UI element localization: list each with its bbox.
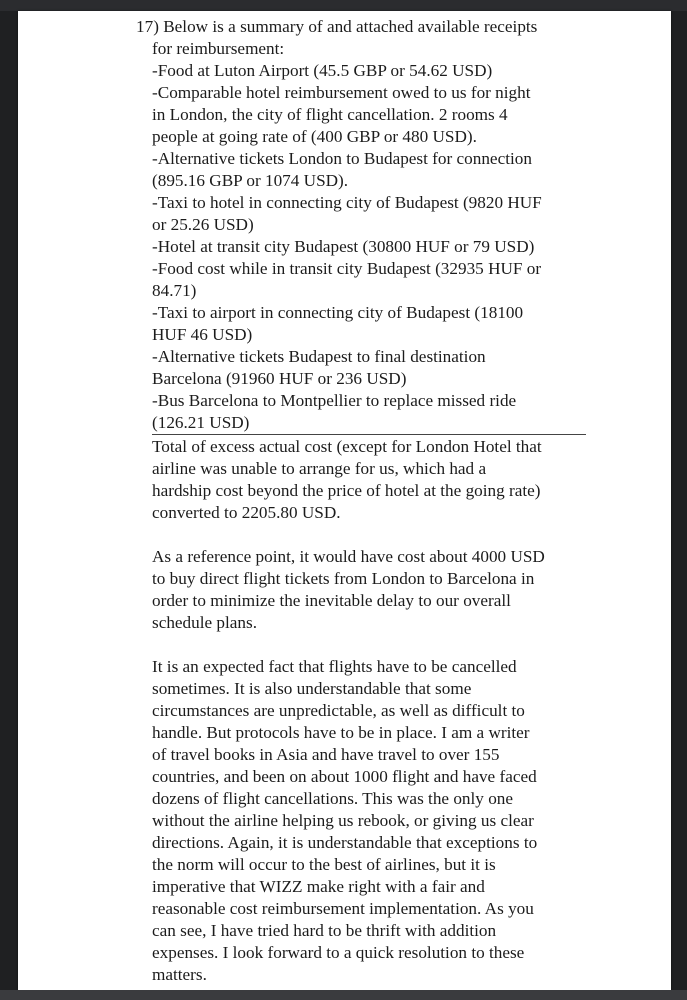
total-line: Total of excess actual cost (except for London Hotel that <box>152 437 542 456</box>
closing-line: the norm will occur to the best of airlines, but it is <box>152 855 496 874</box>
total-line: airline was unable to arrange for us, which had a <box>152 459 487 478</box>
closing-line: without the airline helping us rebook, or giving us clear <box>152 811 534 830</box>
summary-line: -Food at Luton Airport (45.5 GBP or 54.62 USD) <box>152 61 493 80</box>
summary-line: -Taxi to hotel in connecting city of Budapest (9820 HUF <box>152 193 542 212</box>
summary-line: or 25.26 USD) <box>152 215 254 234</box>
summary-line: for reimbursement: <box>152 39 285 58</box>
closing-line: matters. <box>152 965 207 984</box>
closing-line: dozens of flight cancellations. This was the only one <box>152 789 514 808</box>
closing-line: reasonable cost reimbursement implementation. As you <box>152 899 534 918</box>
reference-line: As a reference point, it would have cost about 4000 USD <box>152 547 545 566</box>
summary-line: (126.21 USD) <box>152 413 250 432</box>
closing-line: expenses. I look forward to a quick resolution to these <box>152 943 525 962</box>
reference-line: to buy direct flight tickets from London to Barcelona in <box>152 569 535 588</box>
viewer-top-bar <box>0 0 687 11</box>
summary-line: -Taxi to airport in connecting city of Budapest (18100 <box>152 303 524 322</box>
summary-line: (895.16 GBP or 1074 USD). <box>152 171 349 190</box>
summary-line: -Comparable hotel reimbursement owed to us for night <box>152 83 531 102</box>
summary-line: -Hotel at transit city Budapest (30800 HUF or 79 USD) <box>152 237 535 256</box>
closing-line: sometimes. It is also understandable that some <box>152 679 472 698</box>
summary-line: -Bus Barcelona to Montpellier to replace missed ride <box>152 391 517 410</box>
summary-line: -Alternative tickets London to Budapest for connection <box>152 149 532 168</box>
total-paragraph <box>152 436 592 524</box>
summary-line: -Alternative tickets Budapest to final destination <box>152 347 486 366</box>
summary-line: HUF 46 USD) <box>152 325 253 344</box>
reference-paragraph <box>152 546 592 634</box>
reference-line: order to minimize the inevitable delay to our overall <box>152 591 511 610</box>
total-line: hardship cost beyond the price of hotel at the going rate) <box>152 481 541 500</box>
summary-line: in London, the city of flight cancellation. 2 rooms 4 <box>152 105 508 124</box>
viewer-bottom-bar <box>0 990 687 1000</box>
closing-line: imperative that WIZZ make right with a fair and <box>152 877 485 896</box>
closing-line: It is an expected fact that flights have to be cancelled <box>152 657 517 676</box>
summary-list <box>152 38 592 434</box>
summary-line: 84.71) <box>152 281 197 300</box>
closing-line: can see, I have tried hard to be thrift with addition <box>152 921 497 940</box>
document-body <box>136 16 592 986</box>
document-page <box>18 11 671 990</box>
closing-line: directions. Again, it is understandable that exceptions to <box>152 833 538 852</box>
reference-line: schedule plans. <box>152 613 258 632</box>
closing-line: countries, and been on about 1000 flight and have faced <box>152 767 537 786</box>
closing-line: handle. But protocols have to be in place. I am a writer <box>152 723 530 742</box>
total-line: converted to 2205.80 USD. <box>152 503 341 522</box>
summary-line: Barcelona (91960 HUF or 236 USD) <box>152 369 407 388</box>
closing-paragraph <box>152 656 592 986</box>
summary-line: people at going rate of (400 GBP or 480 USD). <box>152 127 477 146</box>
total-divider-line <box>152 434 586 435</box>
closing-line: circumstances are unpredictable, as well as difficult to <box>152 701 525 720</box>
summary-line: -Food cost while in transit city Budapest (32935 HUF or <box>152 259 542 278</box>
closing-line: of travel books in Asia and have travel to over 155 <box>152 745 500 764</box>
section-heading: 17) Below is a summary of and attached available receipts <box>136 17 538 36</box>
